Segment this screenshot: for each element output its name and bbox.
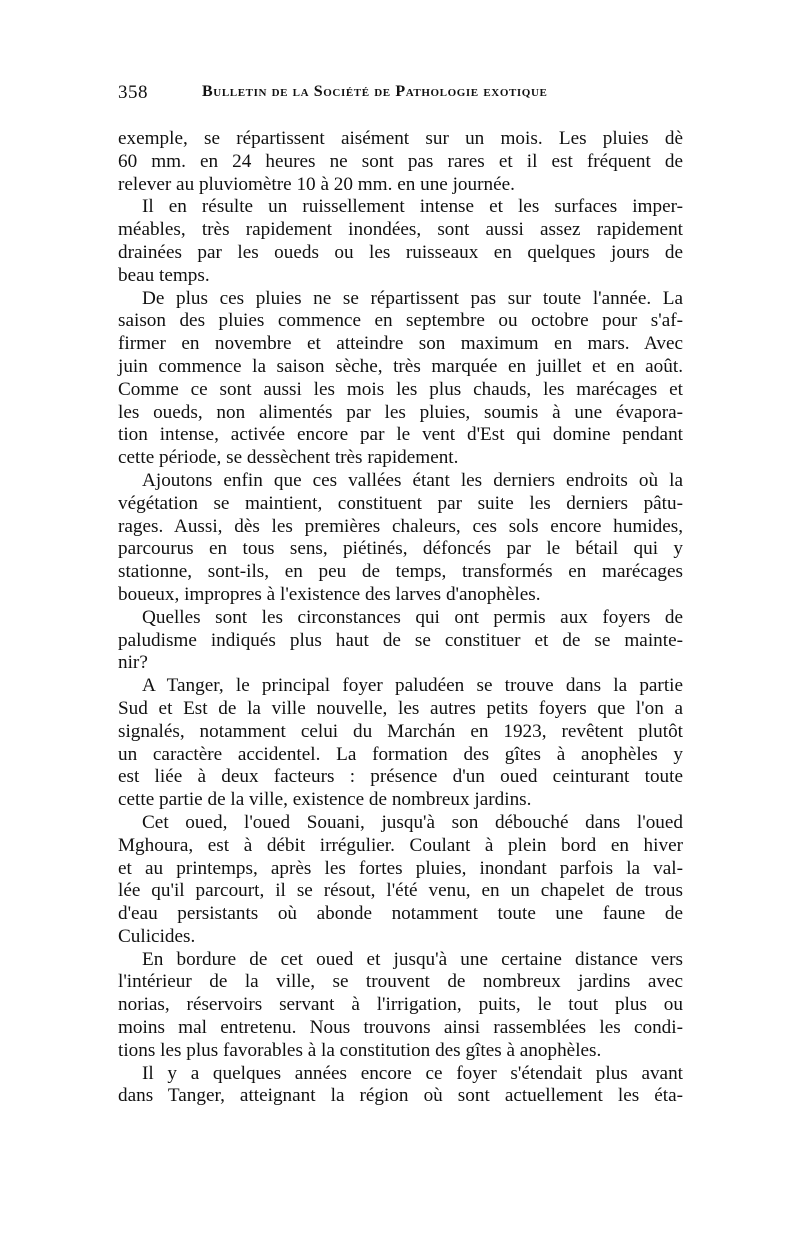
text-line: De plus ces pluies ne se répartissent pas sur toute l'année. La (142, 287, 683, 309)
text-line: Il en résulte un ruissellement intense et les surfaces imper- (142, 196, 683, 218)
text-line: tion intense, activée encore par le vent d'Est qui domine pendant (118, 424, 683, 446)
journal-title: Bulletin de la Société de Pathologie exotique (202, 83, 548, 100)
text-line: norias, réservoirs servant à l'irrigation, puits, le tout plus ou (118, 994, 683, 1016)
text-line: méables, très rapidement inondées, sont aussi assez rapidement (118, 219, 683, 241)
text-line: l'intérieur de la ville, se trouvent de nombreux jardins avec (118, 971, 683, 993)
text-line: tions les plus favorables à la constitution des gîtes à anophèles. (118, 1039, 602, 1061)
text-line: En bordure de cet oued et jusqu'à une certaine distance vers (142, 948, 683, 970)
text-line: les oueds, non alimentés par les pluies, soumis à une évapora- (118, 401, 683, 423)
text-line: cette partie de la ville, existence de nombreux jardins. (118, 789, 532, 811)
text-line: signalés, notamment celui du Marchán en 1923, revêtent plutôt (118, 720, 683, 742)
paragraph (118, 470, 683, 607)
text-line: exemple, se répartissent aisément sur un mois. Les pluies dè (118, 128, 683, 149)
text-line: relever au pluviomètre 10 à 20 mm. en une journée. (118, 173, 515, 195)
text-line: juin commence la saison sèche, très marquée en juillet et en août. (118, 355, 683, 377)
paragraph (118, 288, 683, 470)
text-line: un caractère accidentel. La formation des gîtes à anophèles y (118, 743, 683, 765)
text-line: drainées par les oueds ou les ruisseaux en quelques jours de (118, 241, 683, 263)
text-line: saison des pluies commence en septembre ou octobre pour s'af- (118, 310, 683, 332)
text-line: Culicides. (118, 925, 196, 947)
paragraph (118, 196, 683, 287)
text-line: végétation se maintient, constituent par suite les derniers pâtu- (118, 492, 683, 514)
paragraph (118, 949, 683, 1063)
text-line: stationne, sont-ils, en peu de temps, transformés en marécages (118, 561, 683, 583)
text-line: Cet oued, l'oued Souani, jusqu'à son débouché dans l'oued (142, 811, 683, 833)
text-line: Il y a quelques années encore ce foyer s'étendait plus avant (142, 1062, 683, 1084)
text-line: moins mal entretenu. Nous trouvons ainsi rassemblées les condi- (118, 1017, 683, 1039)
text-line: rages. Aussi, dès les premières chaleurs, ces sols encore humides, (118, 515, 683, 537)
text-line: firmer en novembre et atteindre son maximum en mars. Avec (118, 333, 683, 355)
text-line: Mghoura, est à débit irrégulier. Coulant à plein bord en hiver (118, 834, 683, 856)
text-line: Comme ce sont aussi les mois les plus chauds, les marécages et (118, 378, 683, 400)
paragraph (118, 128, 683, 196)
text-line: lée qu'il parcourt, il se résout, l'été venu, en un chapelet de trous (118, 880, 683, 902)
text-line: et au printemps, après les fortes pluies, inondant parfois la val- (118, 857, 683, 879)
text-line: cette période, se dessèchent très rapidement. (118, 447, 459, 469)
text-line: Ajoutons enfin que ces vallées étant les derniers endroits où la (142, 469, 683, 491)
paragraph (118, 675, 683, 812)
body-text (118, 128, 683, 1108)
text-line: est liée à deux facteurs : présence d'un oued ceinturant toute (118, 766, 683, 788)
text-line: Sud et Est de la ville nouvelle, les autres petits foyers que l'on a (118, 697, 683, 719)
running-head (118, 82, 683, 108)
paragraph (118, 1063, 683, 1109)
text-line: 60 mm. en 24 heures ne sont pas rares et il est fréquent de (118, 150, 683, 172)
text-line: A Tanger, le principal foyer paludéen se trouve dans la partie (142, 675, 683, 697)
text-line: nir? (118, 652, 148, 674)
paragraph (118, 812, 683, 949)
text-line: Quelles sont les circonstances qui ont permis aux foyers de (142, 606, 683, 628)
text-line: paludisme indiqués plus haut de se constituer et de se mainte- (118, 629, 683, 651)
paragraph (118, 607, 683, 675)
page-number: 358 (118, 82, 148, 103)
text-line: d'eau persistants où abonde notamment toute une faune de (118, 903, 683, 925)
text-line: dans Tanger, atteignant la région où sont actuellement les éta- (118, 1085, 683, 1107)
text-line: parcourus en tous sens, piétinés, défoncés par le bétail qui y (118, 538, 683, 560)
text-line: boueux, impropres à l'existence des larves d'anophèles. (118, 583, 541, 605)
text-line: beau temps. (118, 264, 210, 286)
